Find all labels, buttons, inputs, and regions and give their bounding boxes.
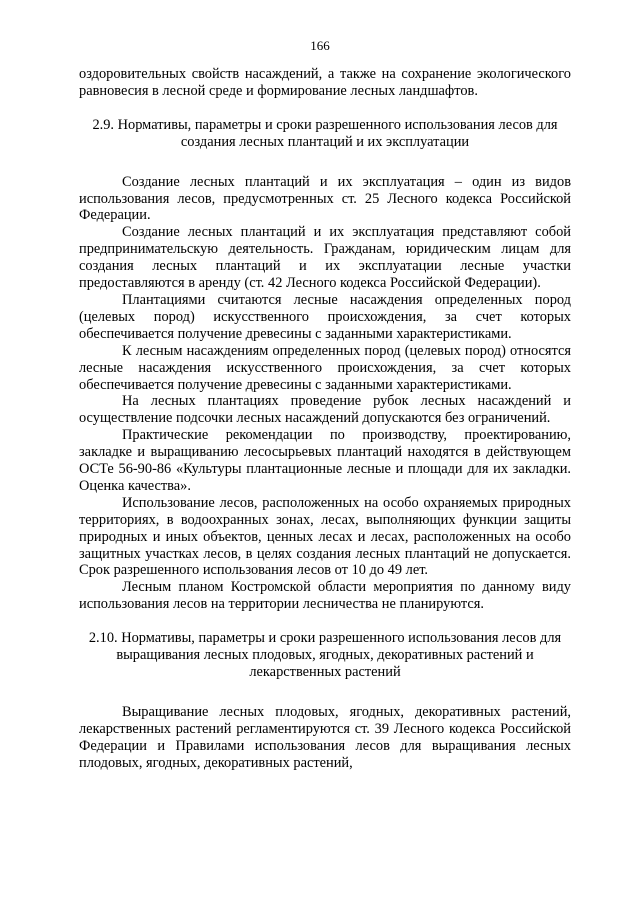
paragraph: Выращивание лесных плодовых, ягодных, декоративных растений, лекарственных растений регламентируются ст. 39 Лесного кодекса Российской Федерации и Правилами использования лесов для выращивания лесных плодовых, ягодных, декоративных растений, (79, 703, 571, 771)
page-number: 166 (310, 38, 330, 53)
paragraph: Практические рекомендации по производству, проектированию, закладке и выращиванию лесосырьевых плантаций находятся в действующем ОСТе 56-90-86 «Культуры плантационные лесные и площади для их закладки. Оценка качества». (79, 427, 571, 494)
spacer (79, 100, 571, 117)
paragraph: Плантациями считаются лесные насаждения определенных пород (целевых пород) искусственного происхождения, за счет которых обеспечивается получение древесины с заданными характеристиками. (79, 291, 571, 342)
spacer (79, 681, 571, 704)
section-heading-2-9: 2.9. Нормативы, параметры и сроки разрешенного использования лесов для создания лесных плантаций и их эксплуатации (92, 116, 558, 150)
section-heading-2-10: 2.10. Нормативы, параметры и сроки разрешенного использования лесов для выращивания лесных плодовых, ягодных, декоративных растений и лекарственных растений (88, 630, 562, 680)
paragraph: На лесных плантациях проведение рубок лесных насаждений и осуществление подсочки лесных насаждений допускаются без ограничений. (79, 393, 571, 427)
paragraph: Лесным планом Костромской области мероприятия по данному виду использования лесов на территории лесничества не планируются. (79, 579, 571, 613)
spacer (79, 613, 571, 630)
intro-paragraph: оздоровительных свойств насаждений, а также на сохранение экологического равновесия в лесной среде и формирование лесных ландшафтов. (79, 66, 571, 99)
page-content (79, 66, 571, 772)
spacer (79, 151, 571, 174)
paragraph: Создание лесных плантаций и их эксплуатация – один из видов использования лесов, предусмотренных ст. 25 Лесного кодекса Российской Федерации. (79, 173, 571, 224)
paragraph: Создание лесных плантаций и их эксплуатация представляют собой предпринимательскую деятельность. Гражданам, юридическим лицам для создания лесных плантаций и их эксплуатации лесные участки предоставляются в аренду (ст. 42 Лесного кодекса Российской Федерации). (79, 224, 571, 292)
paragraph: К лесным насаждениям определенных пород (целевых пород) относятся лесные насаждения искусственного происхождения, за счет которых обеспечивается получение древесины с заданными характеристиками. (79, 342, 571, 393)
paragraph: Использование лесов, расположенных на особо охраняемых природных территориях, в водоохранных зонах, лесах, выполняющих функции защиты природных и иных объектов, ценных лесах и лесах, расположенных на особо защитных участках лесов, в целях создания лесных плантаций не допускается. Срок разрешенного использования лесов от 10 до 49 лет. (79, 494, 571, 579)
